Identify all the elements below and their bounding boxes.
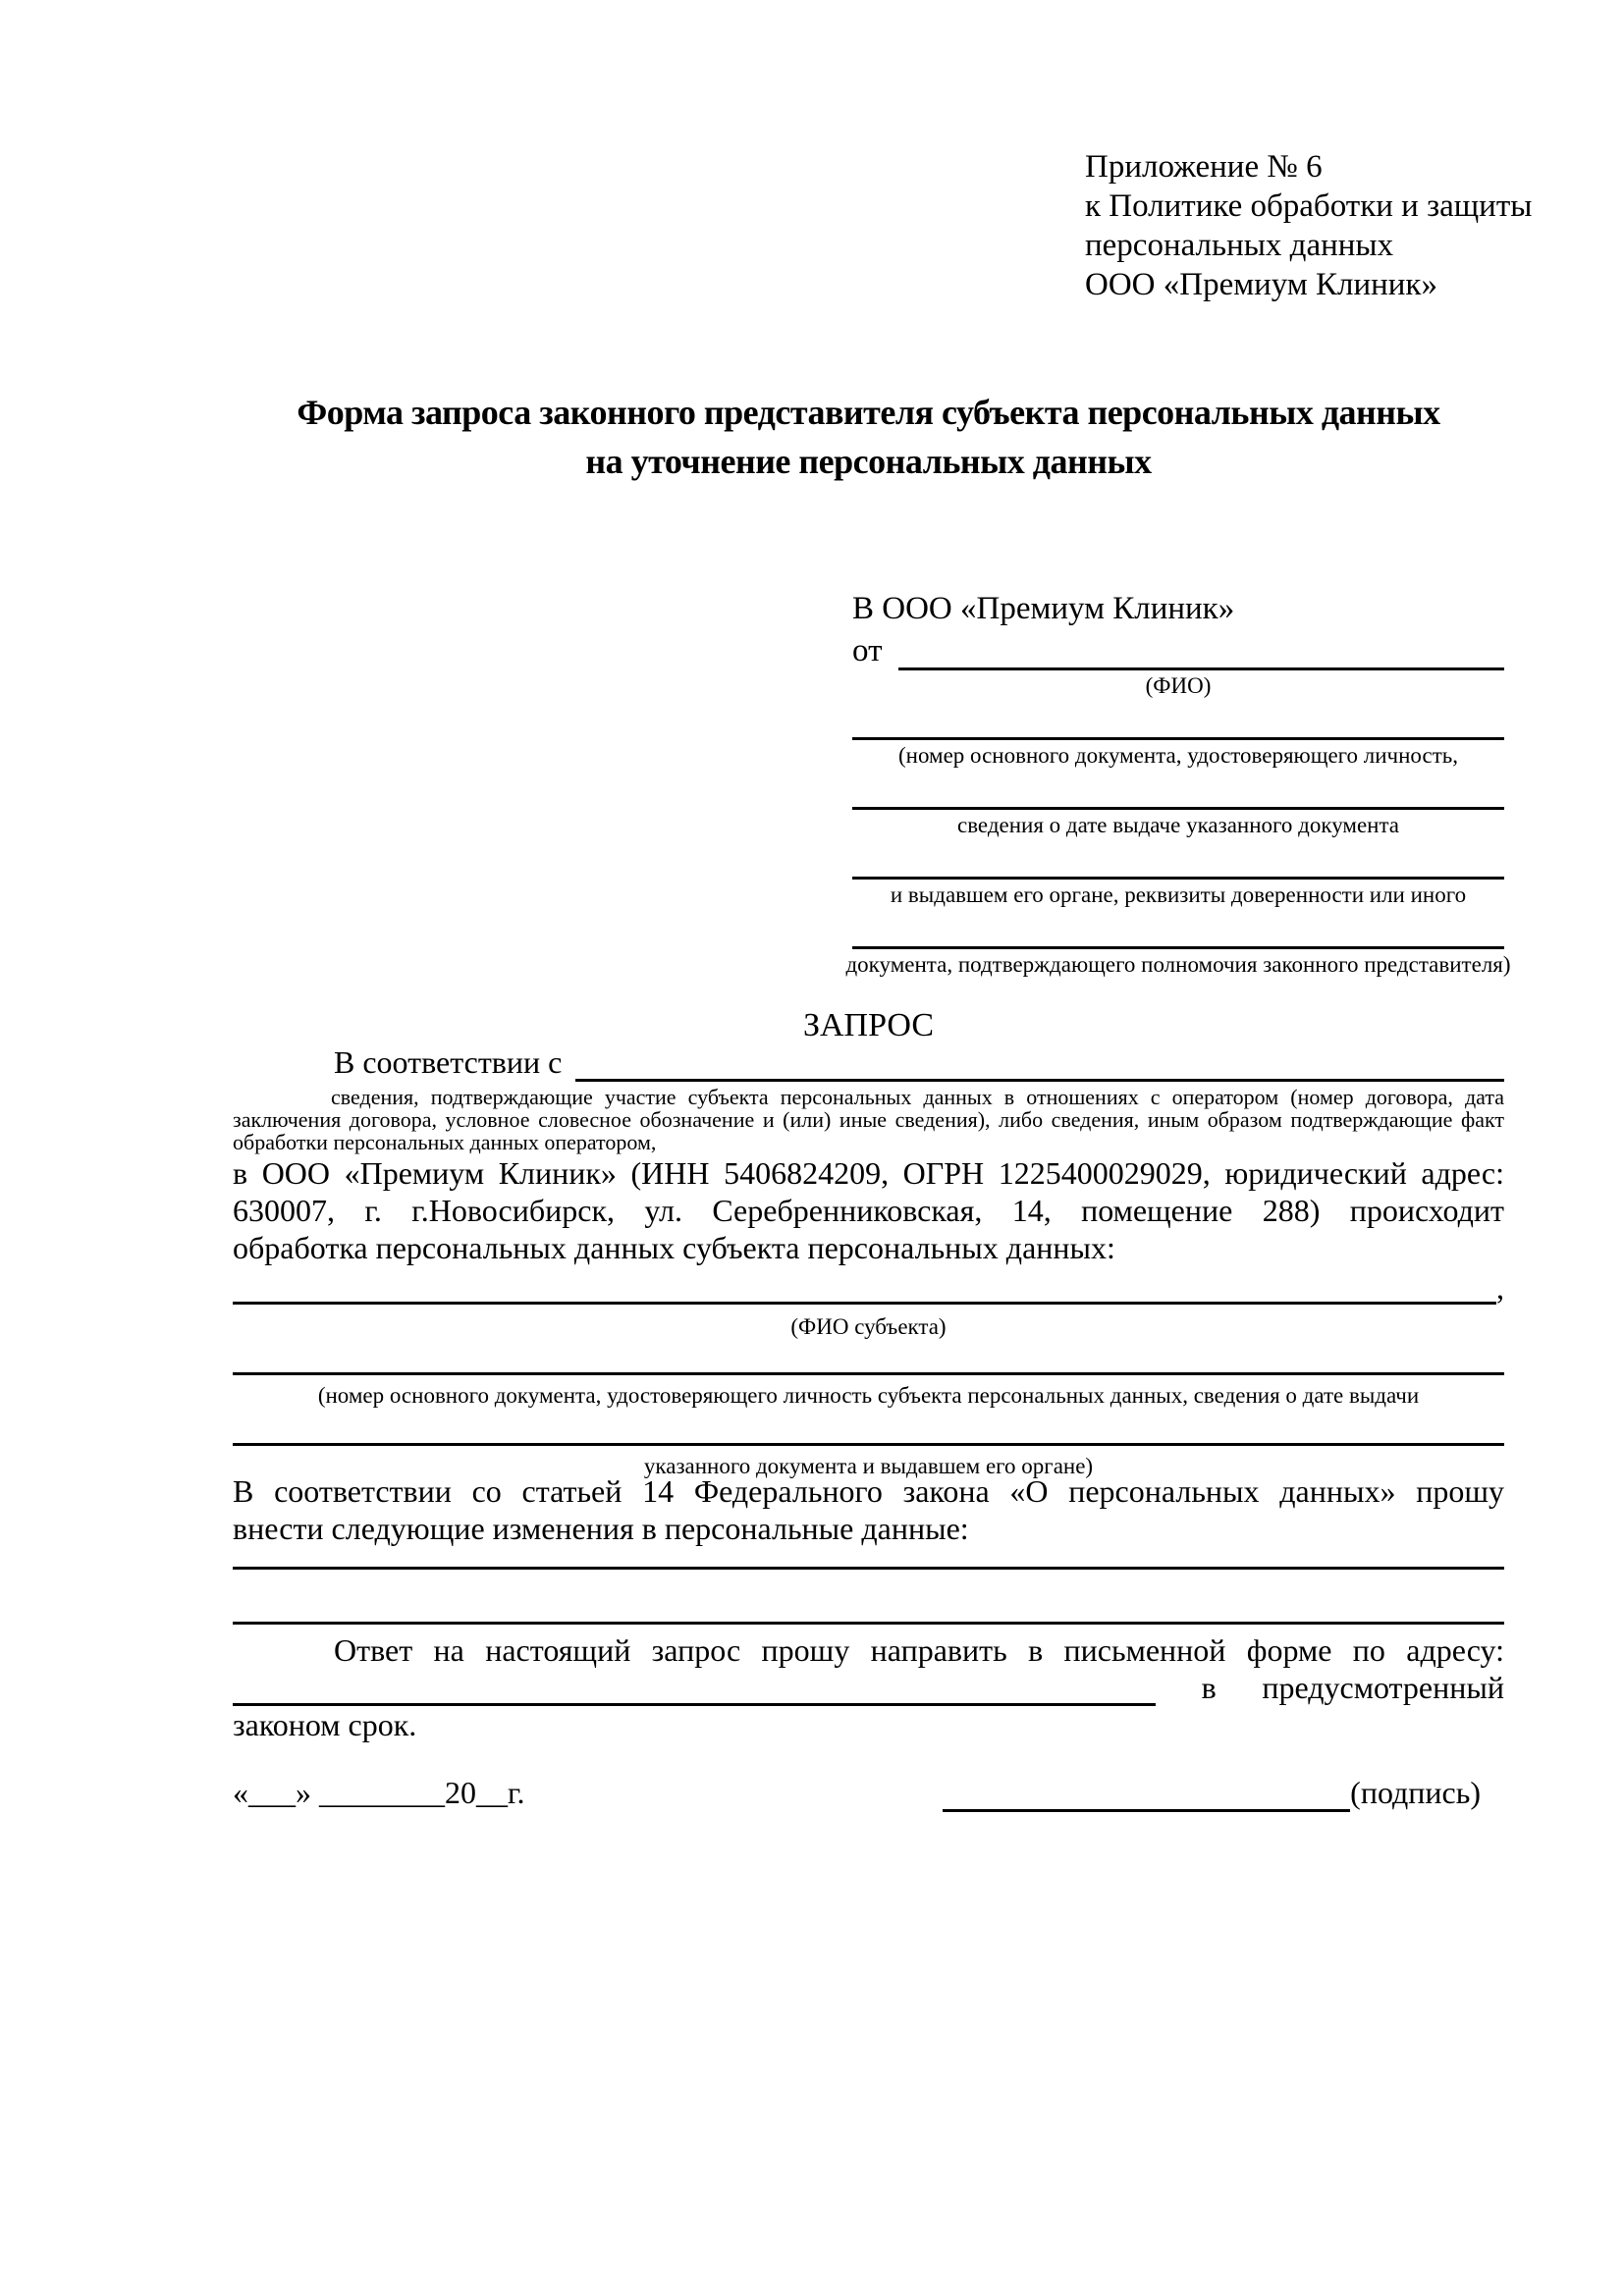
accordance-prefix: В соответствии с [334, 1044, 563, 1080]
operator-paragraph-line: 630007, г. г.Новосибирск, ул. Серебренниковская, 14, помещение 288) происходит [233, 1193, 1504, 1228]
reply-word-term: предусмотренный [1262, 1670, 1504, 1705]
accordance-caption-line: заключения договора, условное словесное обозначение и (или) иные сведения), либо сведения, иным образом подтверждающие факт [233, 1107, 1504, 1132]
footer-row [233, 1773, 1504, 1812]
subject-document-fill-line [233, 1372, 1504, 1375]
from-label: от [852, 633, 883, 668]
document-number-caption: (номер основного документа, удостоверяющего личность, [897, 743, 1458, 768]
signature-group [943, 1773, 1481, 1812]
subject-authority-caption: указанного документа и выдавшем его органе) [643, 1454, 1094, 1478]
article14-line: В соответствии со статьей 14 Федерального закона «О персональных данных» прошу [233, 1473, 1504, 1509]
subject-document-caption: (номер основного документа, удостоверяющего личность субъекта персональных данных, сведения о дате выдачи [317, 1383, 1420, 1408]
appendix-note-line: ООО «Премиум Клиник» [1085, 267, 1437, 302]
accordance-caption-line: обработки персональных данных оператором, [233, 1130, 657, 1154]
reply-line-3: законом срок. [233, 1707, 417, 1742]
reply-paragraph [233, 1631, 1504, 1743]
accordance-row [233, 1042, 1504, 1082]
issue-date-fill-line [852, 807, 1504, 810]
reply-address-row [233, 1669, 1504, 1706]
reply-line-1: Ответ на настоящий запрос прошу направить в письменной форме по адресу: [334, 1632, 1504, 1668]
authority-document-fill-line [852, 946, 1504, 949]
from-row [852, 631, 1504, 670]
subject-authority-fill-line [233, 1443, 1504, 1446]
subject-fio-caption: (ФИО субъекта) [790, 1314, 947, 1339]
trailing-comma: , [1496, 1270, 1504, 1306]
document-title-line: на уточнение персональных данных [585, 442, 1152, 481]
fio-fill-line [898, 634, 1505, 670]
issuing-authority-fill-line [852, 877, 1504, 880]
accordance-caption [233, 1086, 1504, 1153]
article14-paragraph [233, 1472, 1504, 1547]
operator-paragraph-line: обработка персональных данных субъекта персональных данных: [233, 1230, 1115, 1265]
article14-line: внести следующие изменения в персональные данные: [233, 1511, 969, 1546]
addressee-block [845, 589, 1511, 977]
accordance-fill-line [575, 1045, 1504, 1082]
accordance-caption-line: сведения, подтверждающие участие субъекта персональных данных в отношениях с оператором (номер договора, дата [331, 1085, 1504, 1109]
subject-fio-row [233, 1271, 1504, 1305]
addressee-to: В ООО «Премиум Клиник» [852, 591, 1235, 626]
operator-paragraph-line: в ООО «Премиум Клиник» (ИНН 5406824209, ОГРН 1225400029029, юридический адрес: [233, 1155, 1504, 1191]
operator-paragraph [233, 1154, 1504, 1266]
subject-fio-fill-line [233, 1272, 1496, 1305]
document-title-line: Форма запроса законного представителя субъекта персональных данных [297, 393, 1440, 432]
date-blank: «___» ________20__г. [233, 1775, 525, 1810]
appendix-note [1085, 147, 1532, 304]
signature-caption: (подпись) [1350, 1775, 1481, 1810]
appendix-note-line: к Политике обработки и защиты [1085, 188, 1533, 224]
document-title [233, 388, 1504, 486]
signature-fill-line [943, 1776, 1350, 1812]
appendix-note-line: персональных данных [1085, 228, 1394, 263]
authority-document-caption: документа, подтверждающего полномочия законного представителя) [845, 952, 1511, 977]
request-heading: ЗАПРОС [802, 1007, 935, 1043]
reply-address-fill-line [233, 1674, 1156, 1706]
issue-date-caption: сведения о дате выдаче указанного документа [956, 813, 1400, 837]
appendix-note-line: Приложение № 6 [1085, 149, 1323, 185]
document-number-fill-line [852, 737, 1504, 740]
issuing-authority-caption: и выдавшем его органе, реквизиты доверенности или иного [890, 882, 1467, 907]
reply-word-v: в [1201, 1670, 1217, 1705]
fio-caption: (ФИО) [1145, 673, 1212, 698]
changes-fill-line-2 [233, 1622, 1504, 1625]
changes-fill-line-1 [233, 1567, 1504, 1570]
